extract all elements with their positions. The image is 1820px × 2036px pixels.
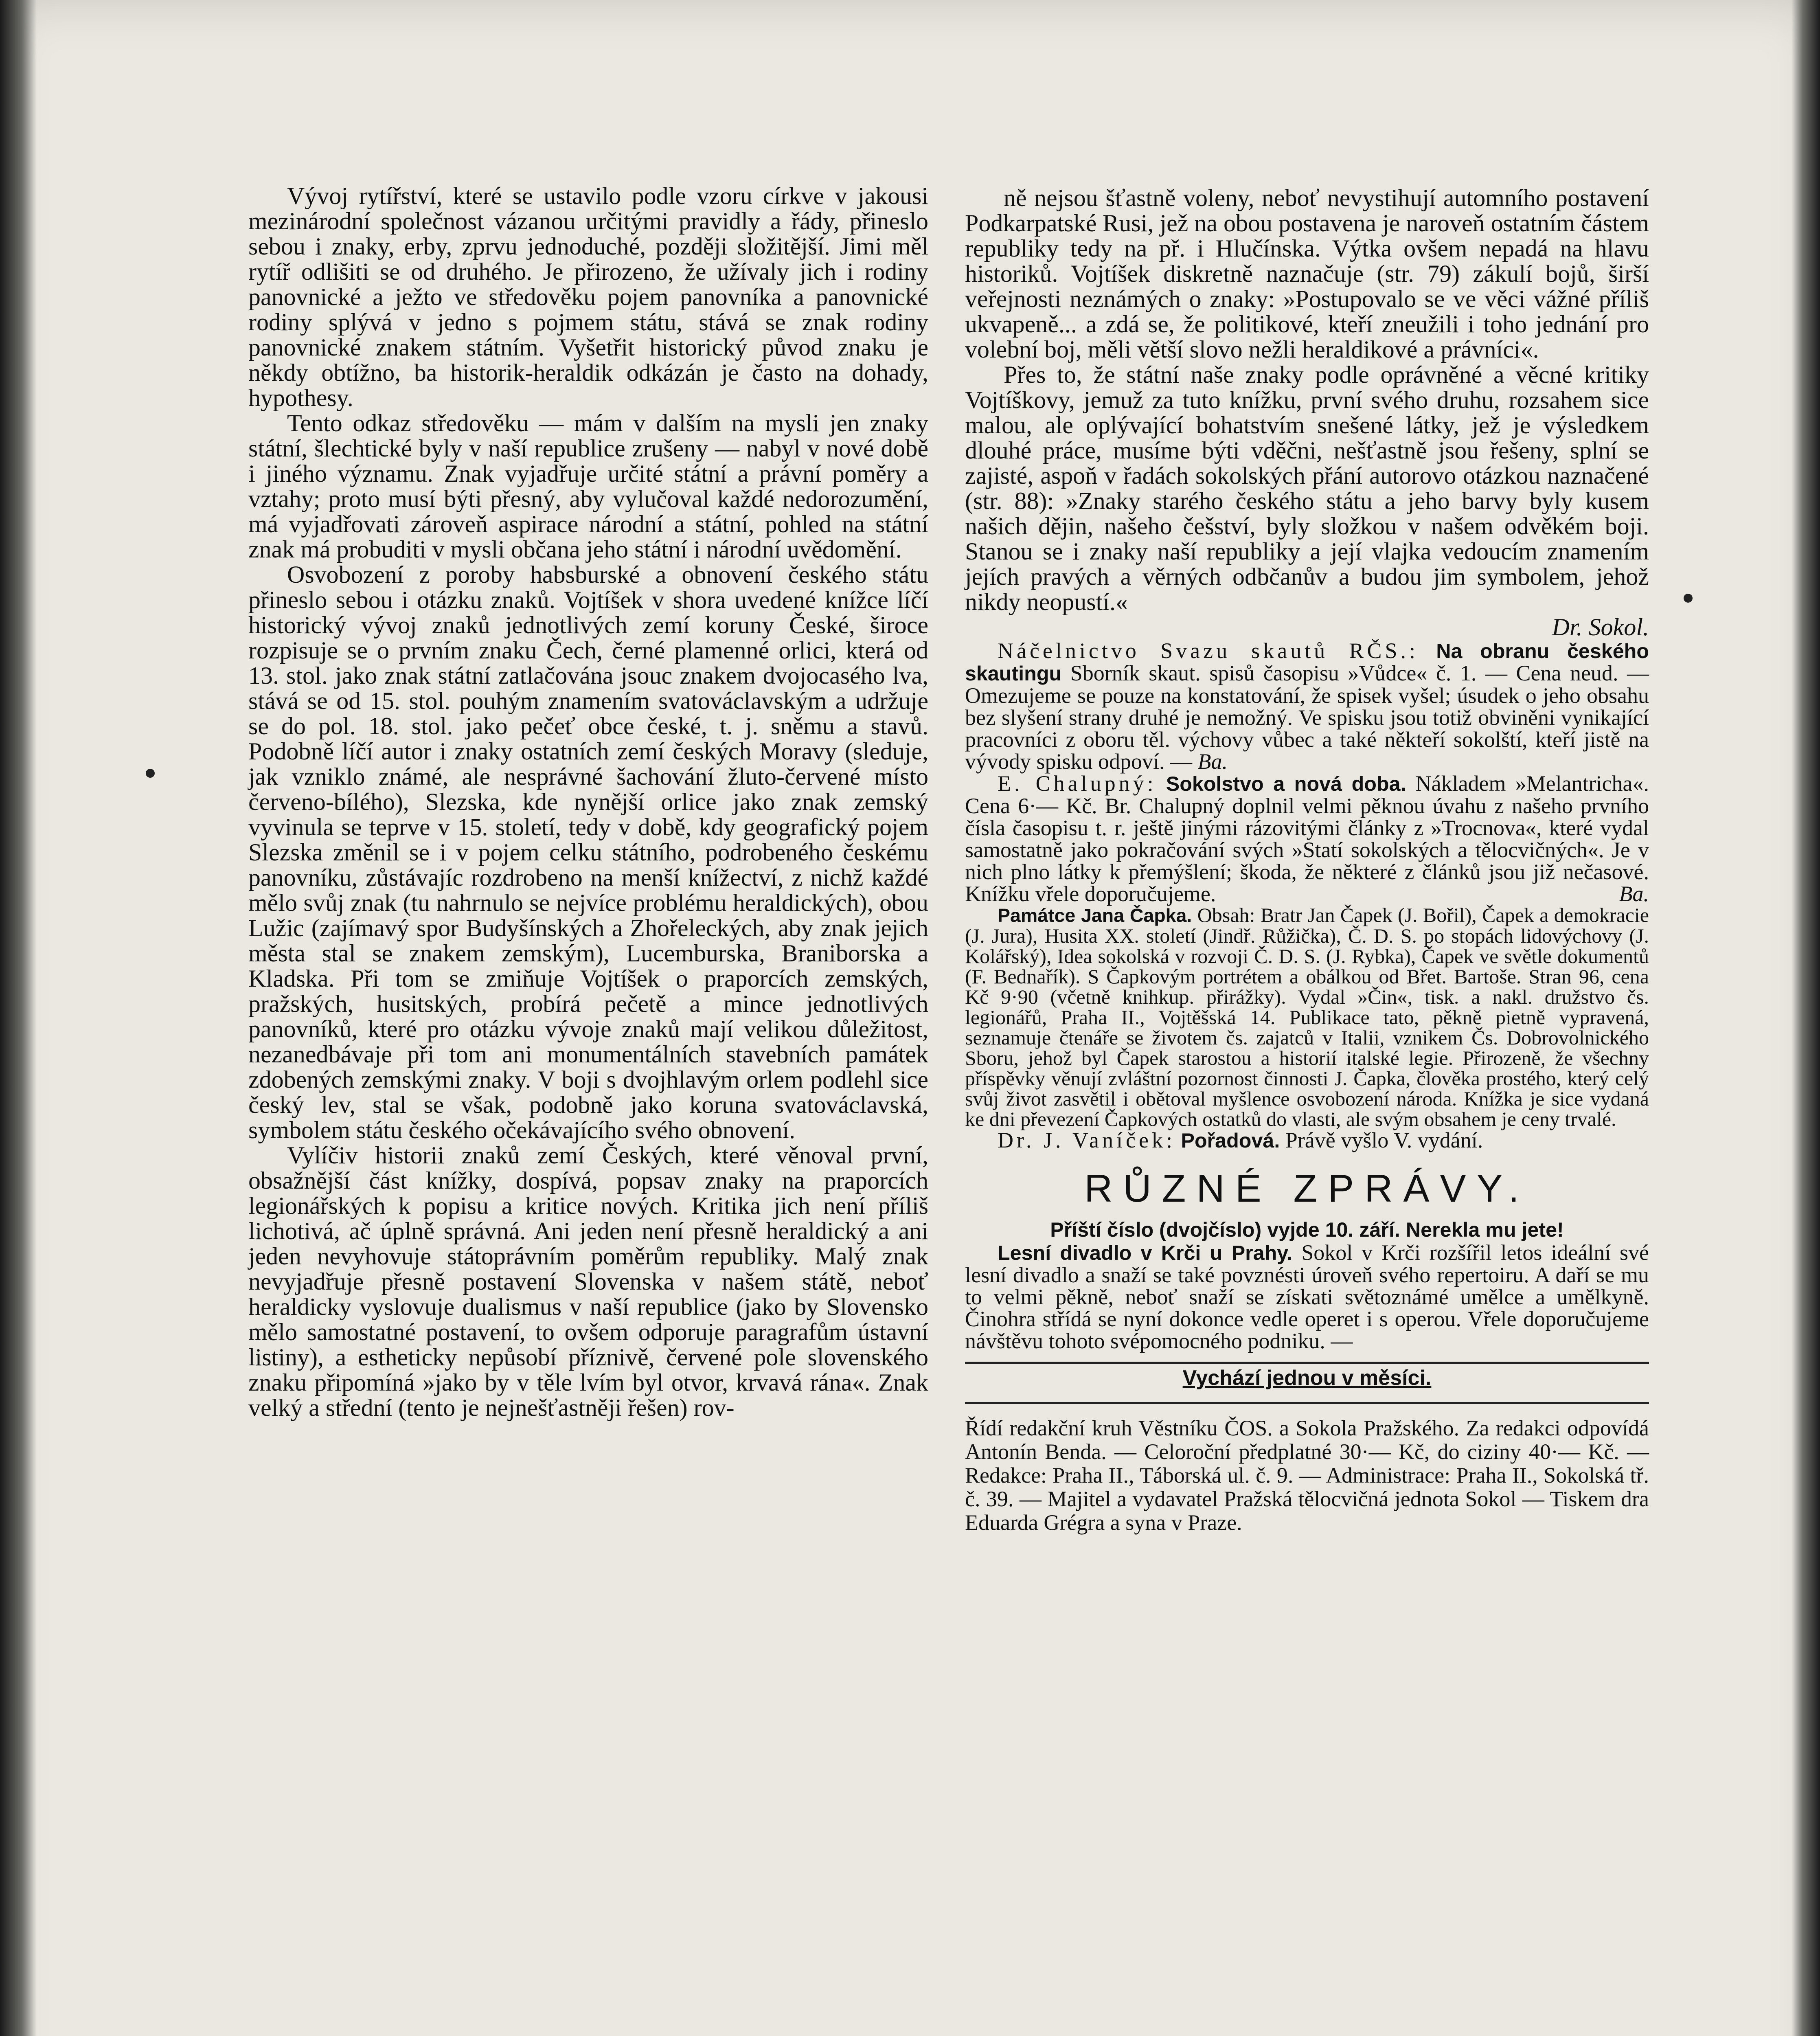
right-column [965, 185, 1649, 1534]
news-heading: RŮZNÉ ZPRÁVY. [1084, 1167, 1530, 1210]
signature-line [965, 614, 1649, 640]
scan-edge-right [1791, 0, 1820, 2036]
article-signature: Dr. Sokol. [1552, 614, 1649, 641]
review-poradova [965, 1129, 1649, 1152]
article-paragraph: Vylíčiv historii znaků zemí Českých, které věnoval první, obsažnější část knížky, dospívá, popsav znaky na praporcích legionářských k popisu a kritice nových. Kritika jich není příliš lichotivá, ač úplně správná. Ani jeden není přesně heraldický a ani jeden nevyhovuje státoprávním poměrům republiky. Malý znak nevyjadřuje přesně postavení Slovenska v našem státě, neboť heraldicky vyslovuje dualismus v naší republice (jako by Slovensko mělo samostatné postavení, to ovšem odporuje paragrafům ústavní listiny), a estheticky nepůsobí příznivě, červené pole slovenského znaku připomíná »jako by v těle lvím byl otvor, krvavá rána«. Znak velký a střední (tento je nejnešťastněji řešen) rov- [248, 1142, 928, 1421]
ink-speck [146, 769, 155, 778]
left-column [248, 183, 928, 1420]
scan-edge-left [0, 0, 37, 2036]
review-author: Náčelnictvo Svazu skautů RČS.: [998, 638, 1419, 663]
news-item-text: Sokol v Krči rozšířil letos ideální své lesní divadlo a snaží se také povznésti úroveň svého repertoiru. A daří se mu to velmi pěkně, neboť snaží se získati světoznámé umělce a umělkyně. Činohra střídá se nyní dokonce vedle operet i s operou. Vřele doporučujeme návštěvu tohoto svépomocného podniku. — [965, 1240, 1649, 1353]
review-text: Obsah: Bratr Jan Čapek (J. Bořil), Čapek a demokracie (J. Jura), Husita XX. století (Jindř. Růžička), Č. D. S. po stopách lidovýchovy (J. Kolářský), Idea sokolská v rozvoji Č. D. S. (J. Rybka), Čapek ve světle dokumentů (F. Bednařík). S Čapkovým portrétem a obálkou od Břet. Bartoše. Stran 96, cena Kč 9·90 (včetně knihkup. přirážky). Vydal »Čin«, tisk. a nakl. družstvo čs. legionářů, Praha II., Vojtěšská 14. Publikace tato, pěkně pietně vypravená, seznamuje čtenáře se životem čs. zajatců v Italii, vznikem Čs. Dobrovolnického Sboru, jehož byl Čapek starostou a historií italské legie. Přirozeně, že všechny příspěvky věnují zvláštní pozornost činnosti J. Čapka, člověka prostého, který celý svůj život zasvětil i obětoval myšlence osvobození národa. Knížka je sice vydaná ke dni převezení Čapkových ostatků do vlasti, ale svým obsahem je ceny trvalé. [965, 904, 1649, 1130]
review-title: Památce Jana Čapka. [998, 905, 1192, 926]
review-text: Sborník skaut. spisů časopisu »Vůdce« č. 1. — Cena neud. — Omezujeme se pouze na konstatování, že spisek vyšel; úsudek o jeho obsahu bez slyšení strany druhé je nemožný. Ve spisku jsou totiž obviněni vynikající pracovníci z oboru těl. výchovy vůbec a také někteří sokolští, kteří jistě na vývody spisku odpoví. — [965, 661, 1649, 774]
review-author: E. Chalupný: [998, 771, 1157, 796]
review-title: Na obranu českého skautingu [965, 640, 1649, 685]
review-signature: Ba. [1619, 882, 1649, 906]
imprint: Řídí redakční kruh Věstníku ČOS. a Sokola Pražského. Za redakci odpovídá Antonín Benda. — Celoroční předplatné 30·— Kč, do ciziny 40·— Kč. — Redakce: Praha II., Táborská ul. č. 9. — Administrace: Praha II., Sokolská tř. č. 39. — Majitel a vydavatel Pražská tělocvičná jednota Sokol — Tiskem dra Eduarda Grégra a syna v Praze. [965, 1416, 1649, 1535]
article-paragraph: Osvobození z poroby habsburské a obnovení českého státu přineslo sebou i otázku znaků. Vojtíšek v shora uvedené knížce líčí historický vývoj znaků jednotlivých zemí koruny České, široce rozpisuje se o prvním znaku Čech, černé plamenné orlici, která od 13. stol. jako znak státní zatlačována jsouc znakem dvojocasého lva, stává se od 15. stol. pouhým znamením svatováclavským a udržuje se do pol. 18. stol. jako pečeť obce české, t. j. sněmu a stavů. Podobně líčí autor i znaky ostatních zemí českých Moravy (sleduje, jak vzniklo známé, ale nesprávné šachování žluto-červené místo červeno-bílého), Slezska, kde nynější orlice jako znak zemský vyvinula se teprve v 15. století, tedy v době, kdy geografický pojem Slezska změnil se i v pojem celku státního, podrobeného českému panovníku, zůstávajíc rozdrobeno na menší knížectví, z nichž každé mělo svůj znak (tu nahrnulo se nejvíce problému heraldických), obou Lužic (zajímavý spor Budyšínských a Zhořeleckých, aby znak jejich města stal se znakem zemským), Lucemburska, Braniborska a Kladska. Při tom se zmiňuje Vojtíšek o praporcích zemských, pražských, husitských, probírá pečetě a mince jednotlivých panovníků, které pro otázku vývoje znaků mají velikou důležitost, nezanedbávaje při tom ani monumentálních stavebních památek zdobených zemskými znaky. V boji s dvojhlavým orlem podlehl sice český lev, stal se však, podobně jako koruna svatováclavská, symbolem státu českého očekávajícího svého obnovení. [248, 561, 928, 1143]
divider-rule [965, 1402, 1649, 1404]
news-item [965, 1242, 1649, 1352]
article-paragraph: Vývoj rytířství, které se ustavilo podle vzoru církve v jakousi mezinárodní společnost vázanou určitými pravidly a řády, přineslo sebou i znaky, erby, zprvu jednoduché, později složitější. Jimi měl rytíř odlišiti se od druhého. Je přirozeno, že užívaly jich i rodiny panovnické a ježto ve středověku pojem panovníka a panovnické rodiny splývá v jedno s pojmem státu, stává se znak rodiny panovnické znakem státním. Vyšetřit historický původ znaku je někdy obtížno, ba historik-heraldik odkázán je často na dohady, hypothesy. [248, 182, 928, 411]
article-paragraph: Tento odkaz středověku — mám v dalším na mysli jen znaky státní, šlechtické byly v naší republice zrušeny — nabyl v nové době i jiného významu. Znak vyjadřuje určité státní a právní poměry a vztahy; proto musí býti přesný, aby vylučoval každé nedorozumění, má vyjadřovati zároveň aspirace národní a státní, pohled na státní znak má probuditi v mysli občana jeho státní i národní uvědomění. [248, 410, 928, 563]
publication-frequency: Vychází jednou v měsíci. [1182, 1366, 1432, 1390]
news-item-title: Lesní divadlo v Krči u Prahy. [998, 1242, 1293, 1264]
news-lead-text: Příští číslo (dvojčíslo) vyjde 10. září. Nerekla mu jete! [1050, 1218, 1564, 1241]
review-title: Sokolstvo a nová doba. [1166, 772, 1406, 795]
news-lead [965, 1218, 1649, 1242]
review-capek [965, 905, 1649, 1129]
review-skauting [965, 640, 1649, 772]
review-title: Pořadová. [1181, 1129, 1280, 1152]
review-signature: Ba. [1197, 749, 1228, 774]
review-text: Právě vyšlo V. vydání. [1285, 1128, 1483, 1152]
review-author: Dr. J. Vaníček: [998, 1128, 1175, 1152]
ink-speck [1684, 594, 1693, 603]
review-text: Nákladem »Melantricha«. Cena 6·— Kč. Br. Chalupný doplnil velmi pěknou úvahu z našeho prvního čísla časopisu t. r. ještě jinými rázovitými články z »Trocnova«, které vydal samostatně jako pokračování svých »Statí sokolských a tělocvičných«. Je v nich plno látky k přemýšlení; škoda, že některé z článků jsou již nečasové. Knížku vřele doporučujeme. [965, 771, 1649, 906]
article-paragraph: Přes to, že státní naše znaky podle oprávněné a věcné kritiky Vojtíškovy, jemuž za tuto knížku, první svého druhu, rozsahem sice malou, ale oplývající bohatstvím snešené látky, jež je výsledkem dlouhé práce, musíme býti vděčni, nešťastně jsou řešeny, splní se zajisté, aspoň v řadách sokolských přání autorovo otázkou naznačené (str. 88): »Znaky starého českého státu a jeho barvy byly kusem našich dějin, našeho češství, byly složkou v našem odvěkém boji. Stanou se i znaky naší republiky a její vlajka vedoucím znamením jejích pravých a věrných odbčanův a budou jim symbolem, jehož nikdy neopustí.« [965, 361, 1649, 615]
review-sokolstvo [965, 772, 1649, 905]
article-paragraph: ně nejsou šťastně voleny, neboť nevystihují automního postavení Podkarpatské Rusi, jež na obou postavena je naroveň ostatním částem republiky tedy na př. i Hlučínska. Výtka ovšem nepadá na hlavu historiků. Vojtíšek diskretně naznačuje (str. 79) zákulí bojů, širší veřejnosti neznámých o znaky: »Postupovalo se ve věci vážné příliš ukvapeně... a zdá se, že politikové, kteří zneužili i toho jednání pro volební boj, měli větší slovo nežli heraldikové a právníci«. [965, 184, 1649, 363]
